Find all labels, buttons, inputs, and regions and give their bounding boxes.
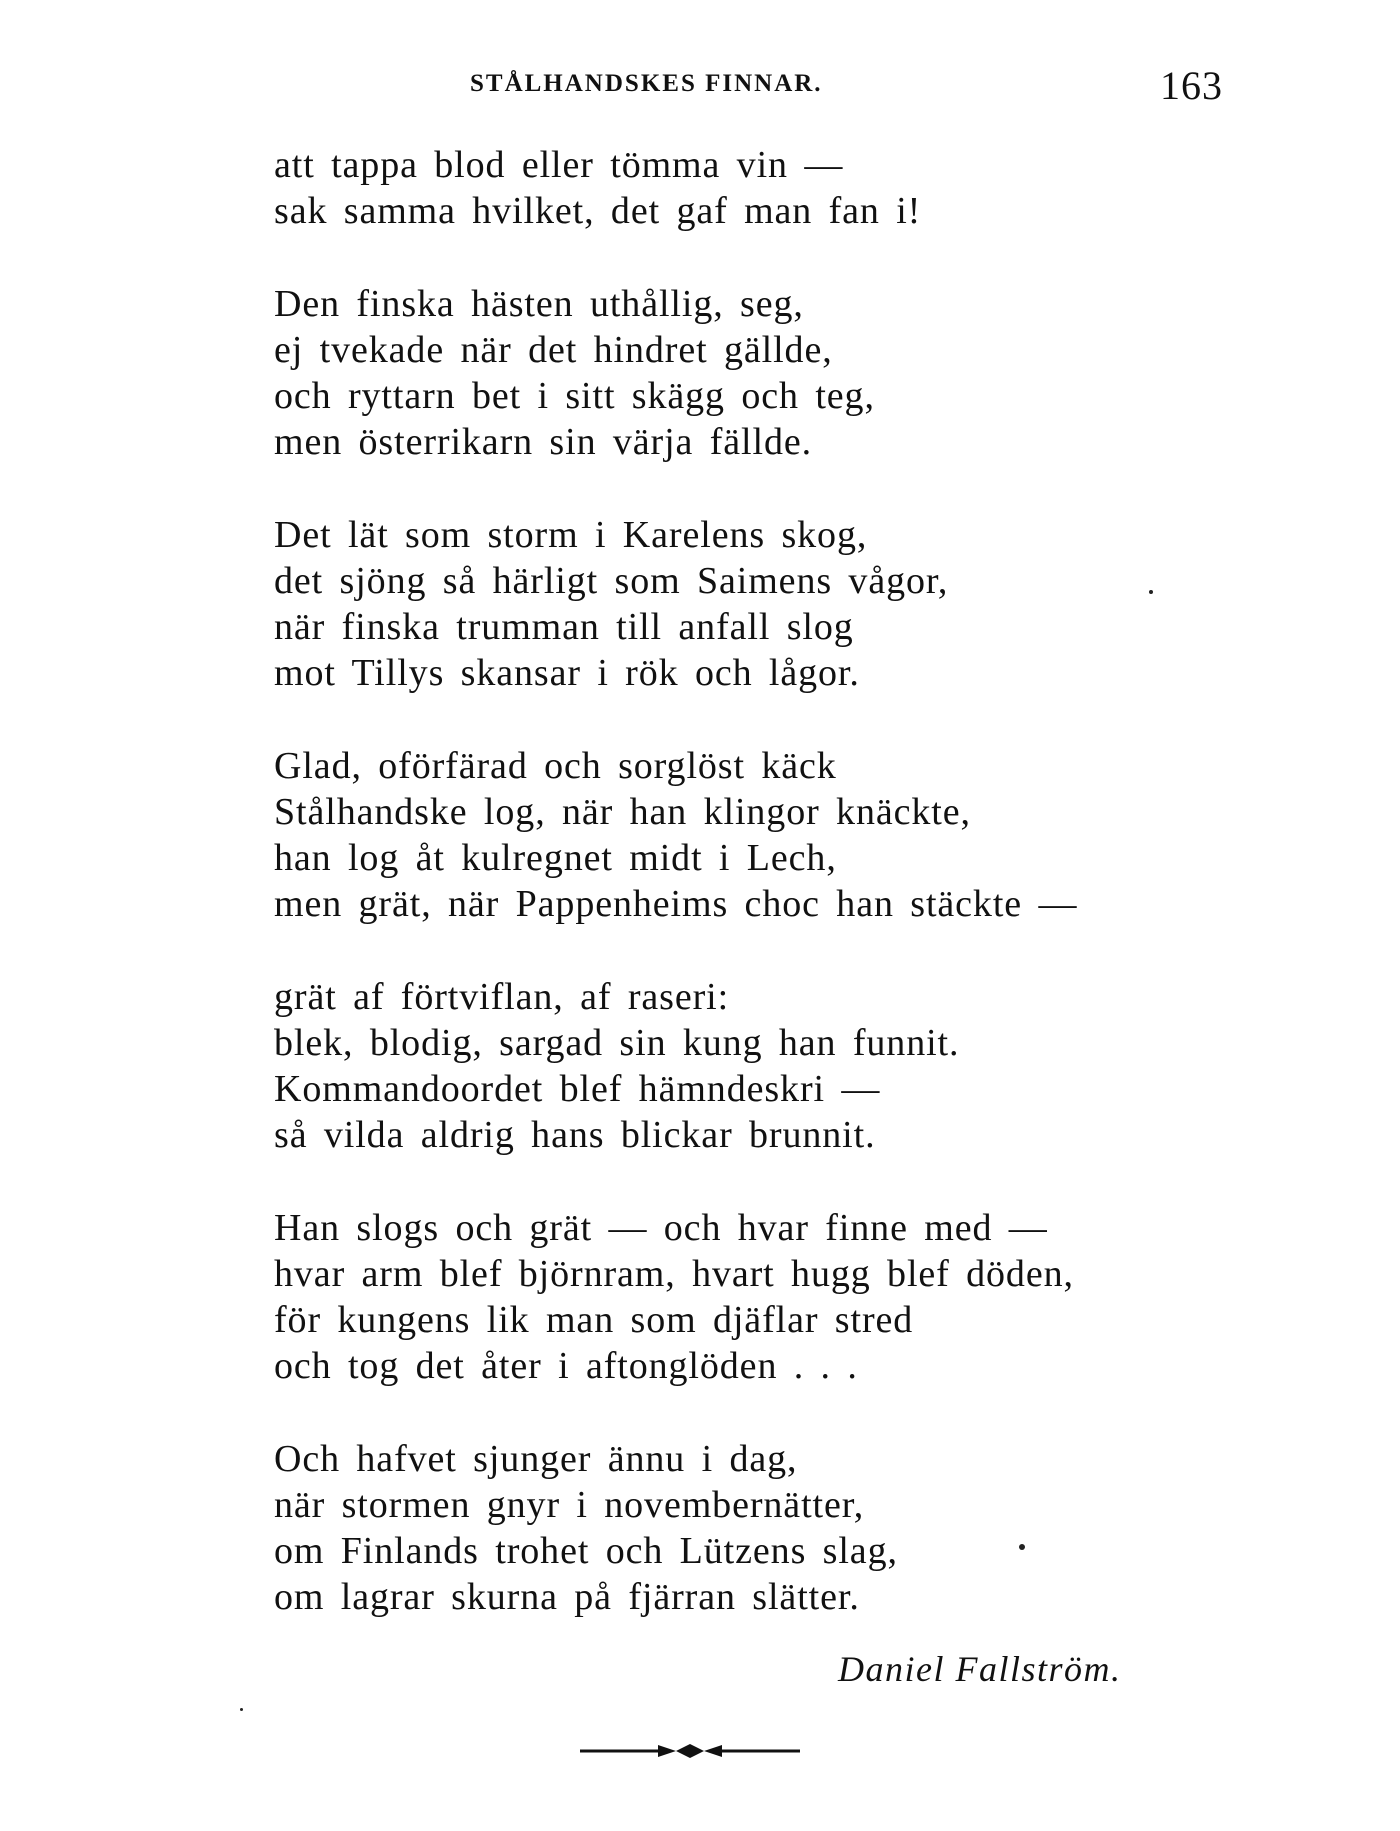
poem-line: Stålhandske log, när han klingor knäckte,: [274, 791, 971, 833]
poem-line: Och hafvet sjunger ännu i dag,: [274, 1438, 798, 1480]
poem-line: om lagrar skurna på fjärran slätter.: [274, 1576, 860, 1618]
poem-line: Den finska hästen uthållig, seg,: [274, 283, 804, 325]
poem-line: ej tvekade när det hindret gällde,: [274, 329, 833, 371]
author-signature: Daniel Fallström.: [838, 1649, 1122, 1689]
print-speck: [1019, 1544, 1025, 1550]
poem-line: Han slogs och grät — och hvar finne med —: [274, 1207, 1048, 1249]
decorative-rule-icon: [580, 1741, 800, 1761]
running-head: STÅLHANDSKES FINNAR.: [470, 70, 823, 97]
poem-line: sak samma hvilket, det gaf man fan i!: [274, 190, 922, 232]
poem-line: grät af förtviflan, af raseri:: [274, 976, 730, 1018]
poem-line: och ryttarn bet i sitt skägg och teg,: [274, 375, 875, 417]
stanza: [274, 1205, 1077, 1389]
poem-line: att tappa blod eller tömma vin —: [274, 144, 844, 186]
poem-line: och tog det åter i aftonglöden . . .: [274, 1345, 858, 1387]
poem-line: han log åt kulregnet midt i Lech,: [274, 837, 837, 879]
poem-line: Det lät som storm i Karelens skog,: [274, 514, 868, 556]
poem-line: om Finlands trohet och Lützens slag,: [274, 1530, 898, 1572]
poem-line: Glad, oförfärad och sorglöst käck: [274, 745, 837, 787]
poem-line: Kommandoordet blef hämndeskri —: [274, 1068, 881, 1110]
poem-line: mot Tillys skansar i rök och lågor.: [274, 652, 860, 694]
poem-line: det sjöng så härligt som Saimens vågor,: [274, 560, 949, 602]
poem-line: men österrikarn sin värja fällde.: [274, 421, 813, 463]
poem-line: så vilda aldrig hans blickar brunnit.: [274, 1114, 876, 1156]
poem-line: för kungens lik man som djäflar stred: [274, 1299, 914, 1341]
poem-line: men grät, när Pappenheims choc han stäckte —: [274, 883, 1078, 925]
poem-line: blek, blodig, sargad sin kung han funnit.: [274, 1022, 960, 1064]
page-number: 163: [1160, 63, 1223, 108]
poem-body: [274, 142, 1077, 1667]
stanza: [274, 142, 1077, 234]
stanza: [274, 974, 1077, 1158]
poem-line: hvar arm blef björnram, hvart hugg blef döden,: [274, 1253, 1074, 1295]
stanza: [274, 512, 1077, 696]
stanza: [274, 281, 1077, 465]
poem-line: när stormen gnyr i novembernätter,: [274, 1484, 865, 1526]
stanza: [274, 743, 1077, 927]
print-speck: [1149, 590, 1153, 594]
poem-line: när finska trumman till anfall slog: [274, 606, 854, 648]
print-speck: [240, 1708, 243, 1711]
stanza: [274, 1436, 1077, 1620]
